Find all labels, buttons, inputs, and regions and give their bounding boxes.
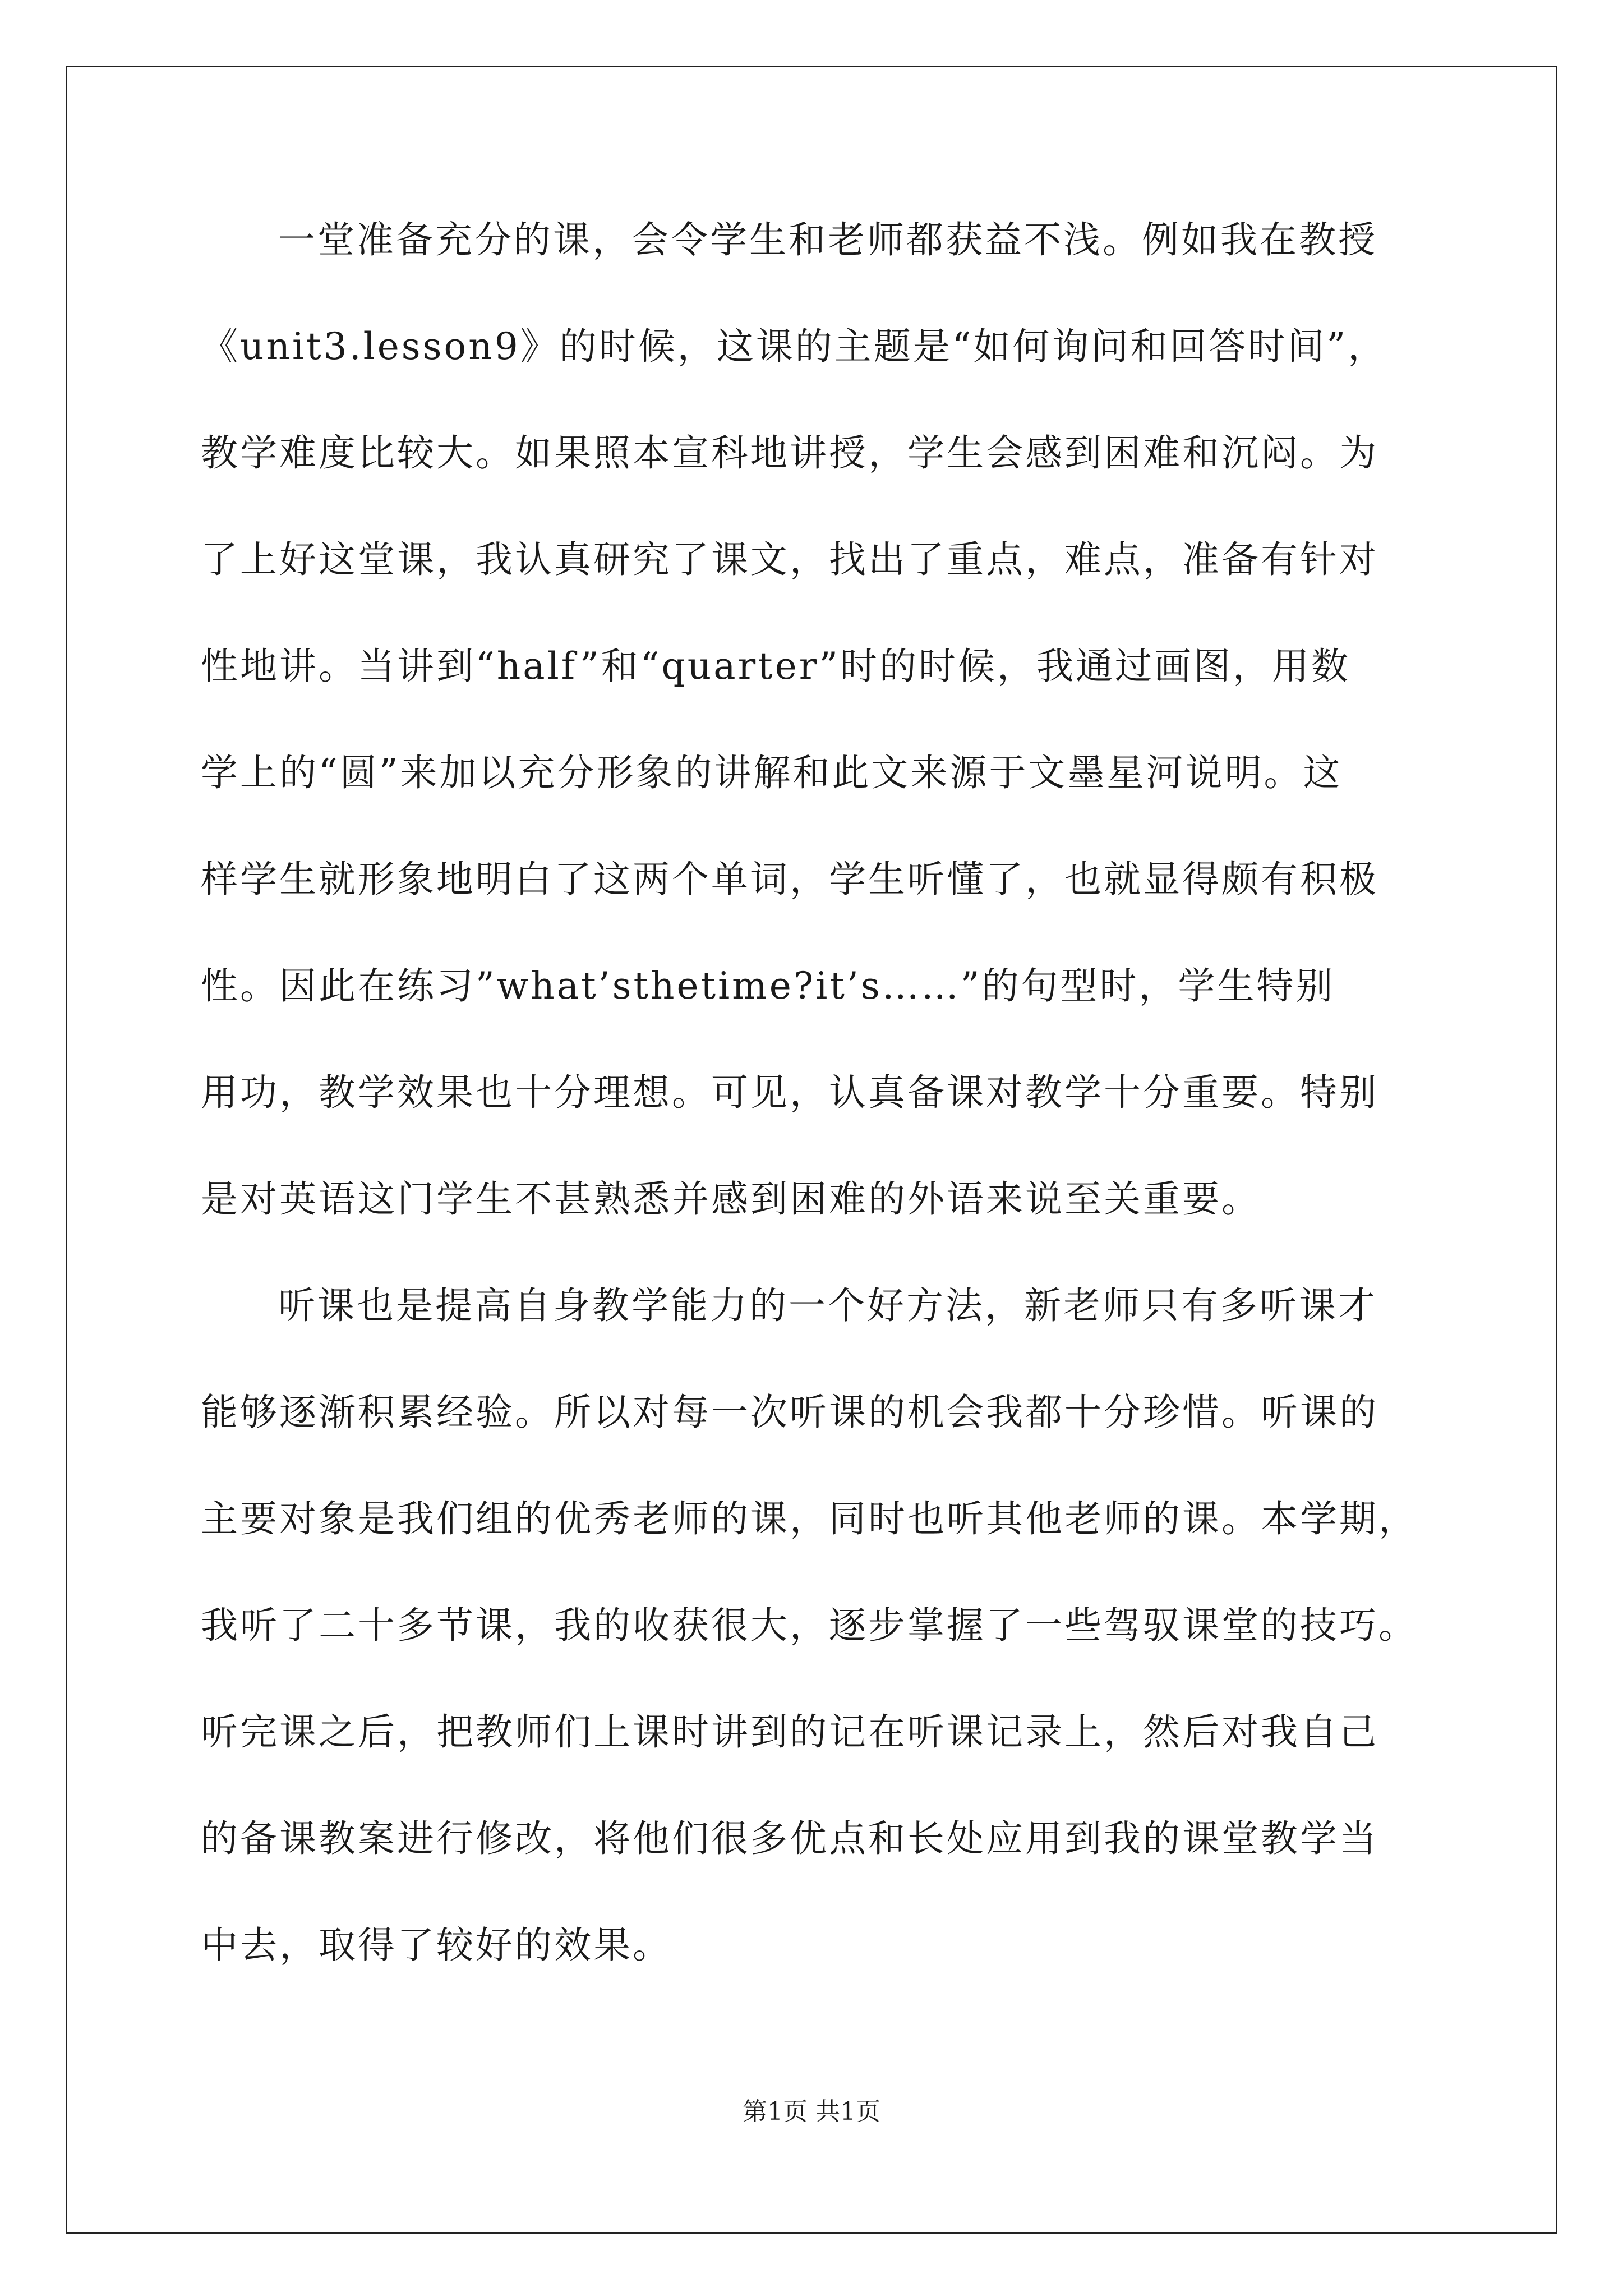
text-line: 了上好这堂课，我认真研究了课文，找出了重点，难点，准备有针对 (201, 538, 1378, 581)
text-line: 能够逐渐积累经验。所以对每一次听课的机会我都十分珍惜。听课的 (201, 1391, 1378, 1434)
text-line: 的备课教案进行修改，将他们很多优点和长处应用到我的课堂教学当 (201, 1817, 1378, 1860)
text-line: 教学难度比较大。如果照本宣科地讲授，学生会感到困难和沉闷。为 (201, 431, 1378, 475)
text-line: 性。因此在练习”what’sthetime?it’s……”的句型时，学生特别 (201, 964, 1335, 1007)
text-line: 主要对象是我们组的优秀老师的课，同时也听其他老师的课。本学期， (201, 1497, 1418, 1540)
paragraph-lesson-observation (201, 1285, 1435, 2031)
paragraph-lesson-preparation (201, 219, 1435, 1285)
text-line: 用功，教学效果也十分理想。可见，认真备课对教学十分重要。特别 (201, 1071, 1378, 1114)
text-line: 一堂准备充分的课，会令学生和老师都获益不浅。例如我在教授 (278, 218, 1377, 261)
text-line: 听课也是提高自身教学能力的一个好方法，新老师只有多听课才 (278, 1284, 1377, 1327)
text-line: 样学生就形象地明白了这两个单词，学生听懂了，也就显得颇有积极 (201, 858, 1378, 901)
text-line: 我听了二十多节课，我的收获很大，逐步掌握了一些驾驭课堂的技巧。 (201, 1604, 1418, 1647)
text-line: 性地讲。当讲到“half”和“quarter”时的时候，我通过画图，用数 (201, 645, 1351, 688)
text-line: 是对英语这门学生不甚熟悉并感到困难的外语来说至关重要。 (201, 1177, 1261, 1221)
document-body (201, 219, 1435, 2031)
text-line: 学上的“圆”来加以充分形象的讲解和此文来源于文墨星河说明。这 (201, 751, 1343, 794)
text-line: 《unit3.lesson9》的时候，这课的主题是“如何询问和回答时间”， (201, 325, 1387, 368)
text-line: 中去，取得了较好的效果。 (201, 1924, 672, 1967)
text-line: 听完课之后，把教师们上课时讲到的记在听课记录上，然后对我自己 (201, 1710, 1378, 1754)
page-number-footer: 第1页 共1页 (743, 2097, 880, 2126)
